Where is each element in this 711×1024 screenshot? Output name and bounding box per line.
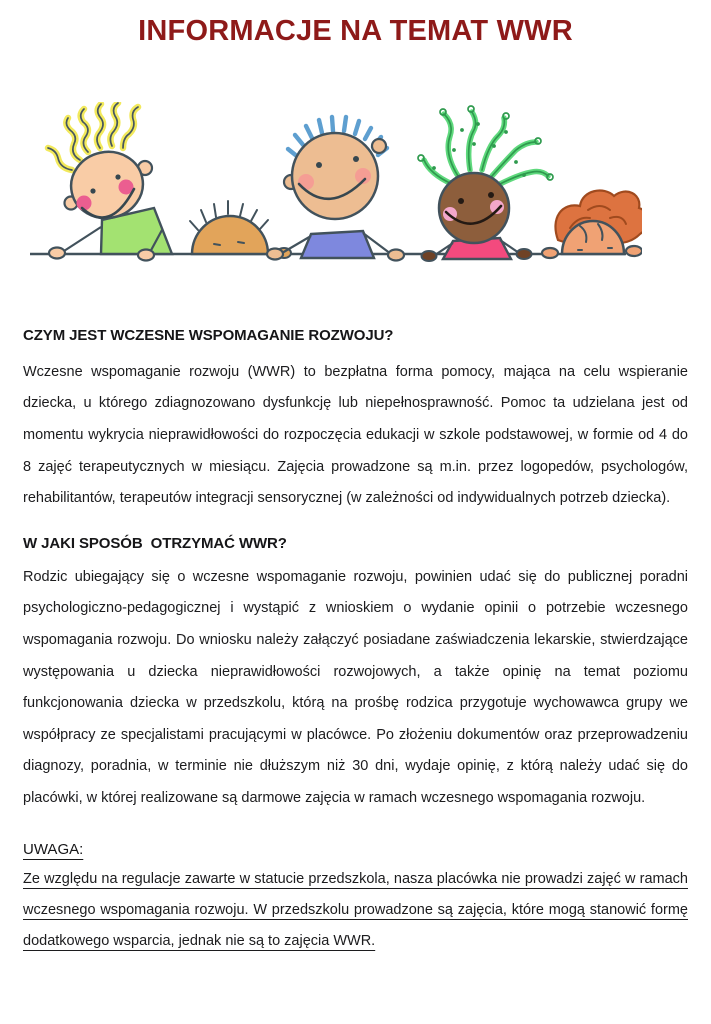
section-what-is-wwr xyxy=(23,327,688,515)
section-notice xyxy=(23,841,688,957)
child-yellow-hair-icon xyxy=(48,103,172,261)
child-blue-hair-icon xyxy=(267,117,404,261)
children-illustration-svg xyxy=(22,102,642,275)
document-content xyxy=(23,327,688,957)
section-body-what-is-wwr: Wczesne wspomaganie rozwoju (WWR) to bezpłatna forma pomocy, mająca na celu wspieranie dziecka, u którego zdiagnozowano dysfunkcję lub niepełnosprawność. Pomoc ta udzielana jest od momentu wykrycia nieprawidłowości do rozpoczęcia edukacji w szkole podstawowej, w formie od 4 do 8 zajęć terapeutycznych w miesiącu. Zajęcia prowadzone są m.in. przez logopedów, psychologów, rehabilitantów, terapeutów integracji sensorycznej (w zależności od indywidualnych potrzeb dziecka). xyxy=(23,363,688,507)
section-body-how-to-get-wwr: Rodzic ubiegający się o wczesne wspomaganie rozwoju, powinien udać się do publicznej poradni psychologiczno-pedagogicznej i wystąpić z wnioskiem o wydanie opinii o potrzebie wczesnego wspomagania rozwoju. Do wniosku należy załączyć posiadane zaświadczenia lekarskie, stwierdzające występowania u dziecka nieprawidłowości rozwojowych, a także opinię na temat poziomu funkcjonowania dziecka w przedszkolu, którą na prośbę rodzica przygotuje wychowawca grupy we współpracy ze specjalistami pracującymi w placówce. Po złożeniu dokumentów oraz przeprowadzeniu diagnozy, poradnia, w terminie nie dłuższym niż 30 dni, wydaje opinię, z którą należy udać się do placówki, w której realizowane są darmowe zajęcia w ramach wczesnego wspomagania rozwoju. xyxy=(23,568,688,806)
section-heading-how-to-get-wwr: W JAKI SPOSÓB OTRZYMAĆ WWR? xyxy=(23,534,287,552)
child-green-hair-icon xyxy=(418,106,553,261)
children-illustration xyxy=(22,102,642,275)
child-orange-hair-icon xyxy=(542,190,642,257)
section-heading-what-is-wwr: CZYM JEST WCZESNE WSPOMAGANIE ROZWOJU? xyxy=(23,326,394,344)
page-title: INFORMACJE NA TEMAT WWR xyxy=(138,15,573,47)
document-page xyxy=(0,14,711,1024)
section-how-to-get-wwr xyxy=(23,535,688,815)
notice-body: Ze względu na regulacje zawarte w statucie przedszkola, nasza placówka nie prowadzi zajęć w ramach wczesnego wspomagania rozwoju. W przedszkolu prowadzone są zajęcia, które mogą stanowić formę dodatkowego wsparcia, jednak nie są to zajęcia WWR. xyxy=(23,870,688,949)
notice-heading: UWAGA: xyxy=(23,840,84,858)
